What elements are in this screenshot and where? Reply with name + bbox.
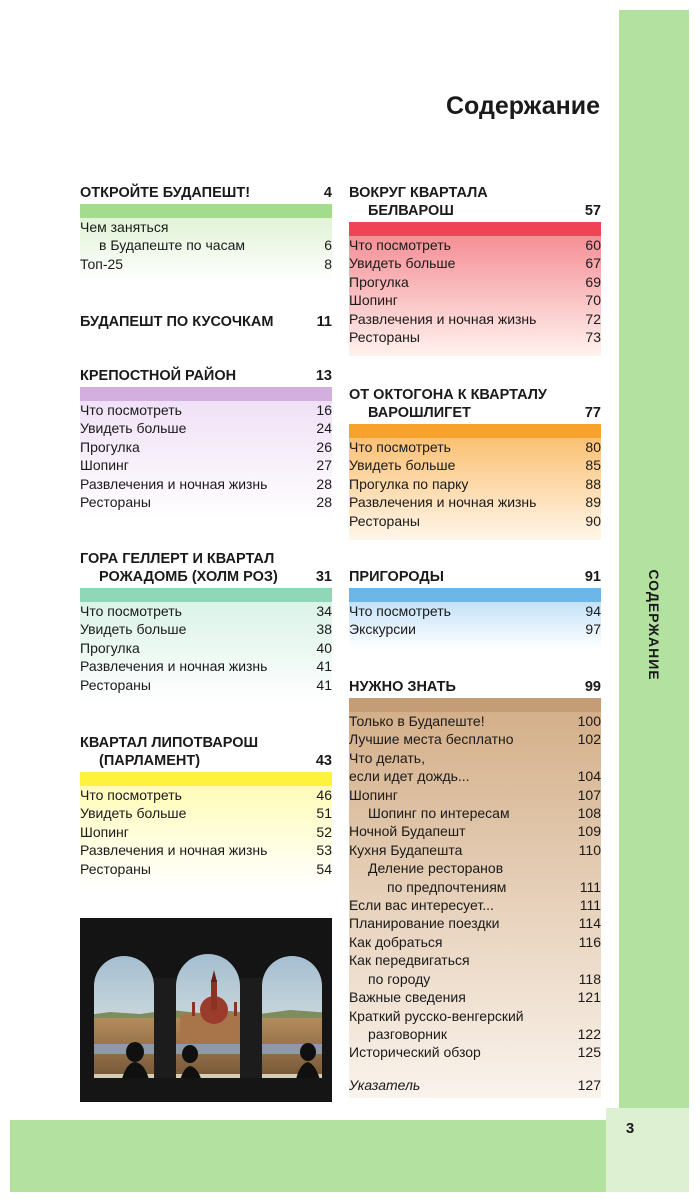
section-entries [80, 401, 332, 521]
section-header[interactable]: ОТКРОЙТЕ БУДАПЕШТ! 4 [80, 185, 332, 201]
section-header[interactable]: КВАРТАЛ ЛИПОТВАРОШ (ПАРЛАМЕНТ) 43 [80, 735, 332, 769]
toc-entry-index[interactable]: Указатель 127 [349, 1076, 601, 1093]
toc-entry[interactable]: Лучшие места бесплатно 102 [349, 731, 601, 748]
section-header[interactable]: БУДАПЕШТ ПО КУСОЧКАМ 11 [80, 314, 332, 330]
toc-entry[interactable]: Прогулка по парку 88 [349, 475, 601, 492]
section-color-bar [349, 698, 601, 712]
toc-entry[interactable]: Краткий русско-венгерский разговорник 122 [349, 1007, 601, 1042]
toc-entry[interactable]: Прогулка 69 [349, 273, 601, 290]
toc-entry[interactable]: Как передвигаться по городу 118 [349, 952, 601, 987]
toc-entry[interactable]: Развлечения и ночная жизнь 28 [80, 475, 332, 492]
section-color-bar [80, 588, 332, 602]
toc-entry[interactable]: Что посмотреть 16 [80, 402, 332, 418]
section-lipotvaros [80, 734, 332, 888]
toc-entry[interactable]: Прогулка 40 [80, 639, 332, 656]
toc-entry[interactable]: Рестораны 90 [349, 512, 601, 529]
toc-entry[interactable]: Шопинг 70 [349, 292, 601, 309]
toc-entry[interactable]: Топ-25 8 [80, 255, 332, 272]
toc-entry[interactable]: Развлечения и ночная жизнь 41 [80, 658, 332, 675]
toc-entry[interactable]: Ночной Будапешт 109 [349, 823, 601, 840]
toc-entry[interactable]: Рестораны 54 [80, 860, 332, 877]
section-castle-district [80, 367, 332, 521]
spacer [349, 1062, 601, 1076]
section-color-bar [349, 424, 601, 438]
toc-entry[interactable]: Увидеть больше 51 [80, 805, 332, 822]
toc-entry[interactable]: Что посмотреть 46 [80, 787, 332, 803]
toc-entry[interactable]: Если вас интересует... 111 [349, 897, 601, 914]
section-oktogon [349, 386, 601, 540]
toc-entry[interactable]: Что посмотреть 60 [349, 237, 601, 253]
toc-entry[interactable]: Шопинг 27 [80, 457, 332, 474]
section-header[interactable]: НУЖНО ЗНАТЬ 99 [349, 679, 601, 695]
toc-entry[interactable]: Планирование поездки 114 [349, 915, 601, 932]
section-header[interactable]: ВОКРУГ КВАРТАЛА БЕЛВАРОШ 57 [349, 185, 601, 219]
bottom-bar [10, 1120, 606, 1192]
toc-entry[interactable]: Рестораны 41 [80, 676, 332, 693]
toc-entry[interactable]: Шопинг 107 [349, 786, 601, 803]
section-entries [80, 602, 332, 704]
parliament-arches-photo [80, 918, 332, 1102]
section-header[interactable]: ОТ ОКТОГОНА К КВАРТАЛУ ВАРОШЛИГЕТ 77 [349, 387, 601, 421]
toc-entry[interactable]: Увидеть больше 67 [349, 255, 601, 272]
toc-entry[interactable]: Деление ресторанов по предпочтениям 111 [368, 860, 601, 895]
toc-entry[interactable]: Как добраться 116 [349, 933, 601, 950]
toc-entry[interactable]: Что посмотреть 34 [80, 603, 332, 619]
section-header[interactable]: ГОРА ГЕЛЛЕРТ И КВАРТАЛ РОЖАДОМБ (ХОЛМ РОЗ) 31 [80, 551, 332, 585]
toc-entry[interactable]: Экскурсии 97 [349, 621, 601, 638]
toc-entry[interactable]: Рестораны 28 [80, 494, 332, 511]
section-need-to-know [349, 678, 601, 1098]
section-belvaros [349, 184, 601, 356]
section-suburbs [349, 568, 601, 649]
section-entries [349, 712, 601, 1098]
section-gellert-hill [80, 550, 332, 704]
toc-entry[interactable]: Увидеть больше 38 [80, 621, 332, 638]
toc-entry[interactable]: Увидеть больше 24 [80, 420, 332, 437]
section-color-bar [80, 387, 332, 401]
section-color-bar [80, 772, 332, 786]
section-color-bar [349, 222, 601, 236]
page-number: 3 [625, 1120, 635, 1137]
section-entries [349, 602, 601, 649]
section-budapest-pieces [80, 313, 332, 331]
toc-entry[interactable]: Развлечения и ночная жизнь 72 [349, 310, 601, 327]
toc-entry[interactable]: Только в Будапеште! 100 [349, 713, 601, 729]
toc-entry[interactable]: Важные сведения 121 [349, 989, 601, 1006]
toc-entry[interactable]: Шопинг по интересам 108 [368, 805, 601, 822]
toc-entry[interactable]: Увидеть больше 85 [349, 457, 601, 474]
page-title: Содержание [445, 92, 600, 120]
toc-entry[interactable]: Кухня Будапешта 110 [349, 841, 601, 858]
section-open-budapest [80, 184, 332, 283]
toc-entry[interactable]: Развлечения и ночная жизнь 89 [349, 494, 601, 511]
toc-entry[interactable]: Исторический обзор 125 [349, 1044, 601, 1061]
side-strip [619, 10, 689, 1108]
toc-entry[interactable]: Шопинг 52 [80, 823, 332, 840]
section-header[interactable]: ПРИГОРОДЫ 91 [349, 569, 601, 585]
toc-entry[interactable]: Рестораны 73 [349, 329, 601, 346]
toc-entry[interactable]: Что делать, если идет дождь... 104 [349, 749, 601, 785]
section-entries [349, 236, 601, 356]
section-color-bar [349, 588, 601, 602]
toc-entry[interactable]: Что посмотреть 80 [349, 439, 601, 455]
toc-entry[interactable]: Чем заняться в Будапеште по часам 6 [80, 219, 332, 254]
section-color-bar [80, 204, 332, 218]
toc-entry[interactable]: Развлечения и ночная жизнь 53 [80, 842, 332, 859]
section-header[interactable]: КРЕПОСТНОЙ РАЙОН 13 [80, 368, 332, 384]
side-label: СОДЕРЖАНИЕ [646, 569, 662, 681]
toc-entry[interactable]: Что посмотреть 94 [349, 603, 601, 619]
section-entries [349, 438, 601, 540]
section-entries [80, 786, 332, 888]
toc-entry[interactable]: Прогулка 26 [80, 438, 332, 455]
section-entries [80, 218, 332, 283]
